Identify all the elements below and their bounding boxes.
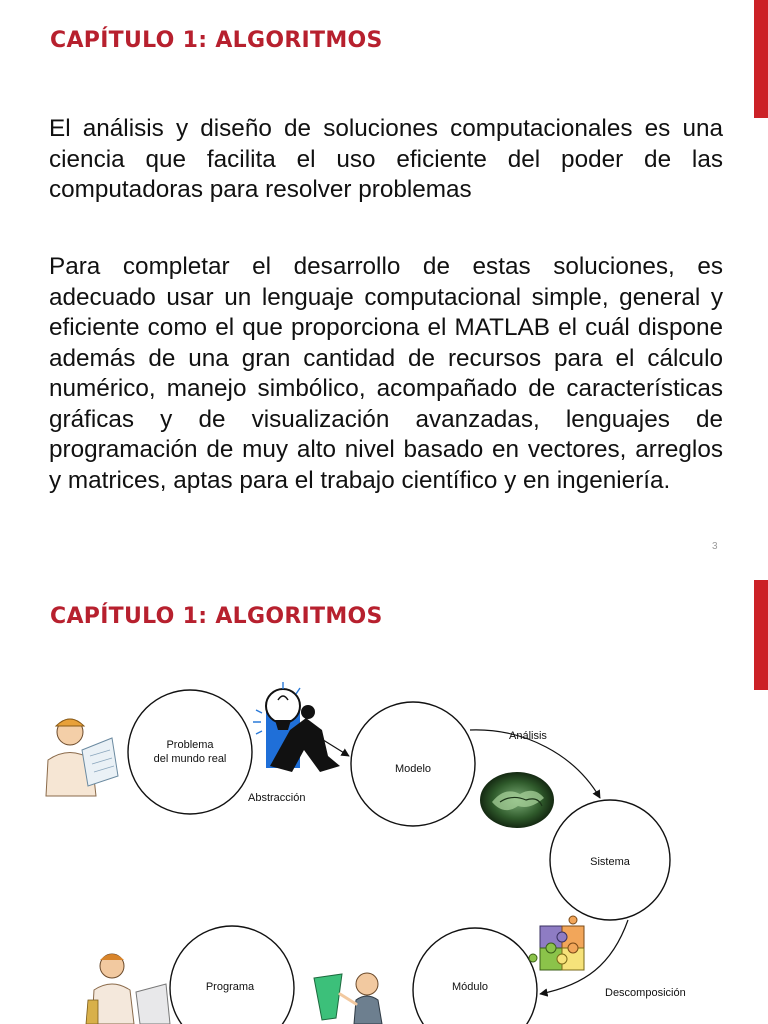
slide-4: [0, 580, 768, 1024]
node-modulo: [413, 928, 537, 1024]
accent-bar: [754, 0, 768, 118]
paragraph-2: Para completar el desarrollo de estas soluciones, es adecuado usar un lenguaje computacional simple, general y eficiente como el que proporciona el MATLAB el cuál dispone además de una gran cantidad de recursos para el cálculo numérico, manejo simbólico, acompañado de características gráficas y de visualización avanzadas, lenguajes de programación de muy alto nivel basado en vectores, arreglos y matrices, aptas para el trabajo científico y en ingeniería.: [49, 253, 723, 494]
node-modulo-label: Módulo: [451, 981, 489, 993]
puzzle-pieces-icon: [529, 916, 584, 970]
edge-abstraccion-label: Abstracción: [248, 792, 306, 804]
engineer-blueprint-icon: [46, 719, 118, 796]
process-diagram: [0, 580, 768, 1024]
edge-descomposicion-label: Descomposición: [605, 987, 686, 999]
node-problema-label: del mundo real: [153, 753, 227, 765]
node-programa-label: Programa: [205, 981, 255, 993]
node-modelo-label: Modelo: [394, 763, 432, 775]
node-programa: [170, 926, 294, 1024]
slide-title: CAPÍTULO 1: ALGORITMOS: [50, 28, 383, 53]
node-problema: [128, 690, 252, 814]
slide-title: CAPÍTULO 1: ALGORITMOS: [50, 604, 383, 629]
paragraph-1: El análisis y diseño de soluciones computacionales es una ciencia que facilita el uso eficiente del poder de las computadoras para resolver problemas: [49, 115, 723, 203]
lightbulb-idea-icon: [253, 682, 340, 772]
person-desk-icon: [86, 954, 170, 1024]
node-sistema-label: Sistema: [590, 856, 630, 868]
node-problema-label: Problema: [166, 739, 214, 751]
model-photo-icon: [480, 772, 554, 828]
edge-analisis-label: Análisis: [509, 730, 547, 742]
page-number: 3: [712, 541, 718, 552]
presenter-chart-icon: [314, 973, 382, 1024]
